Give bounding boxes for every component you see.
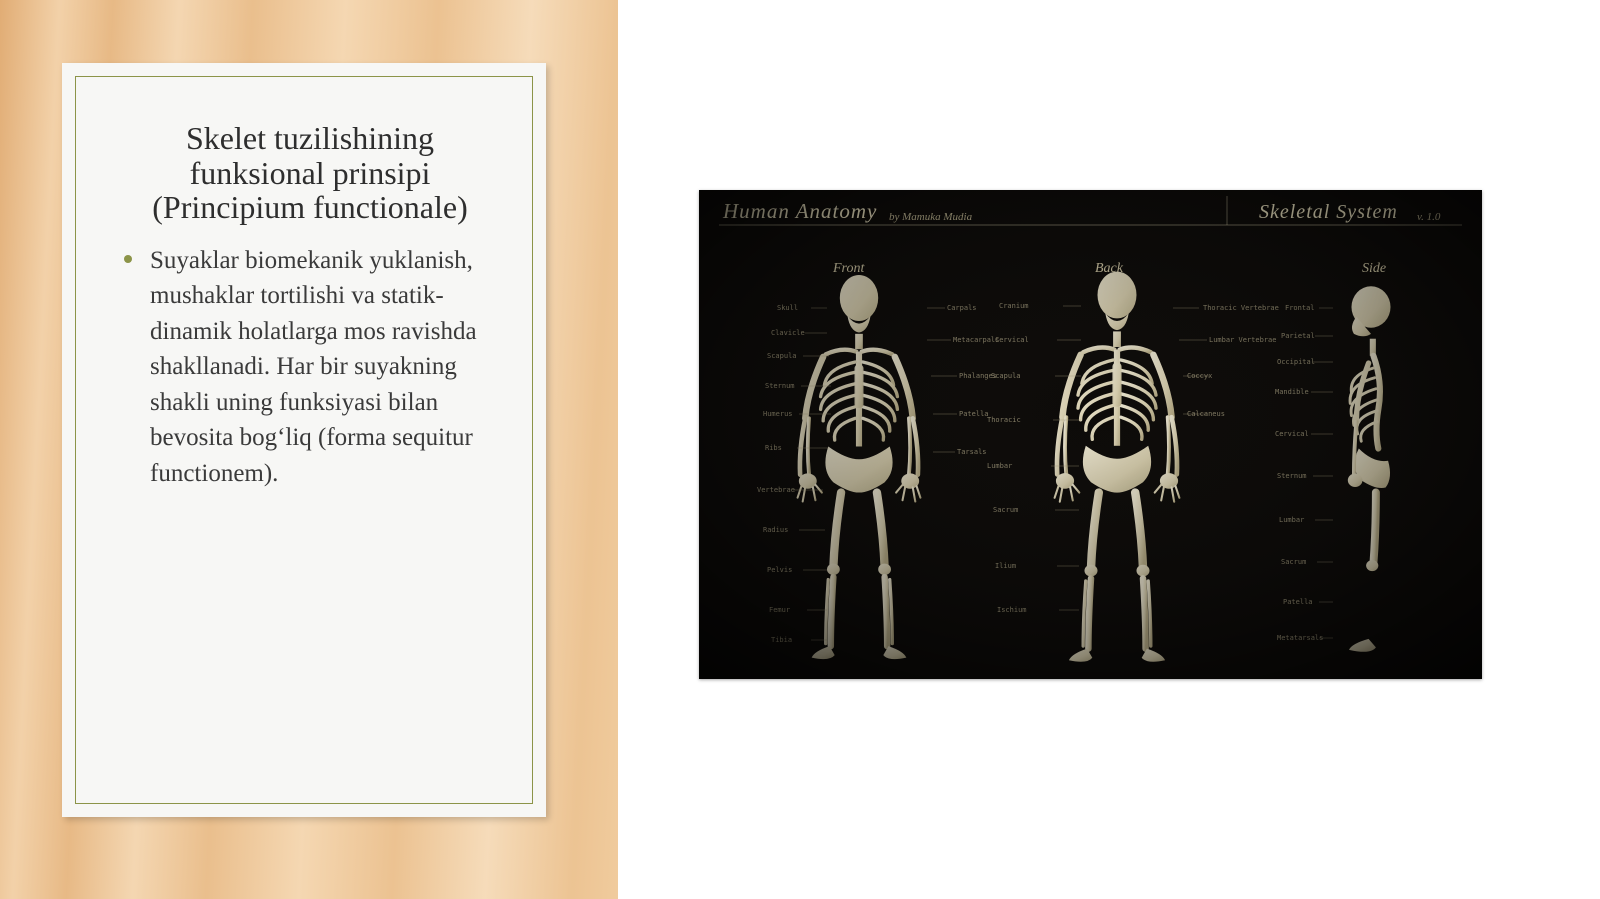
list-item [114,243,506,492]
page-title: Skelet tuzilishining funksional prinsipi (Principium functionale) [152,120,468,226]
anatomy-figure [699,190,1482,679]
anatomy-figure-svg [699,190,1482,679]
bullet-dot-icon [124,255,132,263]
content-card [62,63,546,817]
bullet-list [114,243,506,492]
card-content [114,121,506,491]
list-item-text: Suyaklar biomekanik yuklanish, mushaklar tortilishi va statik-dinamik holatlarga mos ravishda shakllanadi. Har bir suyakning shakli uning funksiyasi bilan bevosita bog‘liq (forma sequitur functionem). [150,246,477,487]
